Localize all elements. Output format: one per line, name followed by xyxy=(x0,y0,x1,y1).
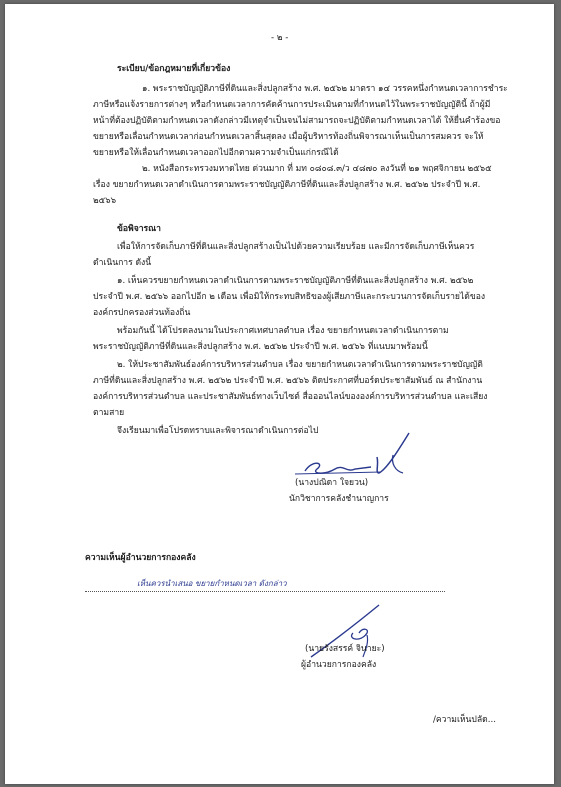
consideration-line: ตามสาย xyxy=(93,408,125,418)
consideration-line: พร้อมกันนี้ ได้โปรดลงนามในประกาศเทศบาลตำบล เรื่อง ขยายกำหนดเวลาดำเนินการตาม xyxy=(117,326,449,336)
consideration-heading: ข้อพิจารณา xyxy=(117,224,161,234)
consideration-line: ๒. ให้ประชาสัมพันธ์องค์การบริหารส่วนตำบล เรื่อง ขยายกำหนดเวลาดำเนินการตามพระราชบัญญัติ xyxy=(117,360,483,370)
consideration-line: ๑. เห็นควรขยายกำหนดเวลาดำเนินการตามพระราชบัญญัติภาษีที่ดินและสิ่งปลูกสร้าง พ.ศ. ๒๕๖๒ xyxy=(117,276,474,286)
consideration-line: เพื่อให้การจัดเก็บภาษีที่ดินและสิ่งปลูกสร้างเป็นไปด้วยความเรียบร้อย และมีการจัดเก็บภาษีเห็นควร xyxy=(117,242,475,252)
page-number: - ๒ - xyxy=(271,33,289,43)
director-handwritten-comment: เห็นควรนำเสนอ ขยายกำหนดเวลา ดังกล่าว xyxy=(137,579,287,588)
signer-1-position: นักวิชาการคลังชำนาญการ xyxy=(289,494,389,504)
legal-line: ๑. พระราชบัญญัติภาษีที่ดินและสิ่งปลูกสร้าง พ.ศ. ๒๕๖๒ มาตรา ๑๔ วรรคหนึ่งกำหนดเวลาการชำระ xyxy=(142,84,508,94)
legal-line: ขยายหรือให้เลื่อนกำหนดเวลาออกไปอีกตามความจำเป็นแก่กรณีได้ xyxy=(93,148,339,158)
legal-line: เรื่อง ขยายกำหนดเวลาดำเนินการตามพระราชบัญญัติภาษีที่ดินและสิ่งปลูกสร้าง พ.ศ. ๒๕๖๒ ประจำปี พ.ศ. xyxy=(93,180,481,190)
signer-1-name: (นางปณิดา ใจยวน) xyxy=(295,478,369,488)
signer-2-position: ผู้อำนวยการกองคลัง xyxy=(301,660,377,670)
consideration-line: ประจำปี พ.ศ. ๒๕๖๖ ออกไปอีก ๒ เดือน เพื่อมิให้กระทบสิทธิของผู้เสียภาษีและกระบวนการจัดเก็บรายได้ของ xyxy=(93,292,486,302)
closing-line: จึงเรียนมาเพื่อโปรดทราบและพิจารณาดำเนินการต่อไป xyxy=(117,426,319,436)
consideration-line: ดำเนินการ ดังนี้ xyxy=(93,258,152,268)
continuation-note: /ความเห็นปลัด... xyxy=(433,715,496,725)
legal-line: หน้าที่ต้องปฏิบัติตามกำหนดเวลาดังกล่าวมีเหตุจำเป็นจนไม่สามารถจะปฏิบัติตามกำหนดเวลาได้ ให้ยื่นคำร้องขอ xyxy=(93,116,501,126)
consideration-line: องค์กรปกครองส่วนท้องถิ่น xyxy=(93,308,191,318)
consideration-line: พระราชบัญญัติภาษีที่ดินและสิ่งปลูกสร้าง พ.ศ. ๒๕๖๒ ประจำปี พ.ศ. ๒๕๖๖ ที่แนบมาพร้อมนี้ xyxy=(93,342,428,352)
consideration-line: ภาษีที่ดินและสิ่งปลูกสร้าง พ.ศ. ๒๕๖๒ ประจำปี พ.ศ. ๒๕๖๖ ติดประกาศที่บอร์ดประชาสัมพันธ์ ณ สำนักงาน xyxy=(93,376,483,386)
legal-heading: ระเบียบ/ข้อกฎหมายที่เกี่ยวข้อง xyxy=(117,64,231,74)
comment-dotted-line xyxy=(85,591,445,592)
legal-line: ขยายหรือเลื่อนกำหนดเวลาก่อนกำหนดเวลาสิ้นสุดลง เมื่อผู้บริหารท้องถิ่นพิจารณาเห็นเป็นการสมควร จะให้ xyxy=(93,132,484,142)
director-opinion-heading: ความเห็นผู้อำนวยการกองคลัง xyxy=(85,553,196,563)
legal-line: ๒. หนังสือกระทรวงมหาดไทย ด่วนมาก ที่ มท ๐๘๐๘.๓/ว ๔๘๗๐ ลงวันที่ ๒๑ พฤศจิกายน ๒๕๖๕ xyxy=(142,164,492,174)
signer-2-name: (นายรังสรรค์ จินายะ) xyxy=(305,644,385,654)
signature-1 xyxy=(295,429,425,485)
consideration-line: องค์การบริหารส่วนตำบล และประชาสัมพันธ์ทางเว็บไซต์ สื่อออนไลน์ขององค์การบริหารส่วนตำบล และเสียง xyxy=(93,392,488,402)
legal-line: ๒๕๖๖ xyxy=(93,196,117,206)
legal-line: ภาษีหรือแจ้งรายการต่างๆ หรือกำหนดเวลาการคัดค้านการประเมินตามที่กำหนดไว้ในพระราชบัญญัตินี้ ถ้าผู้มี xyxy=(93,100,491,110)
document-page xyxy=(5,4,554,784)
